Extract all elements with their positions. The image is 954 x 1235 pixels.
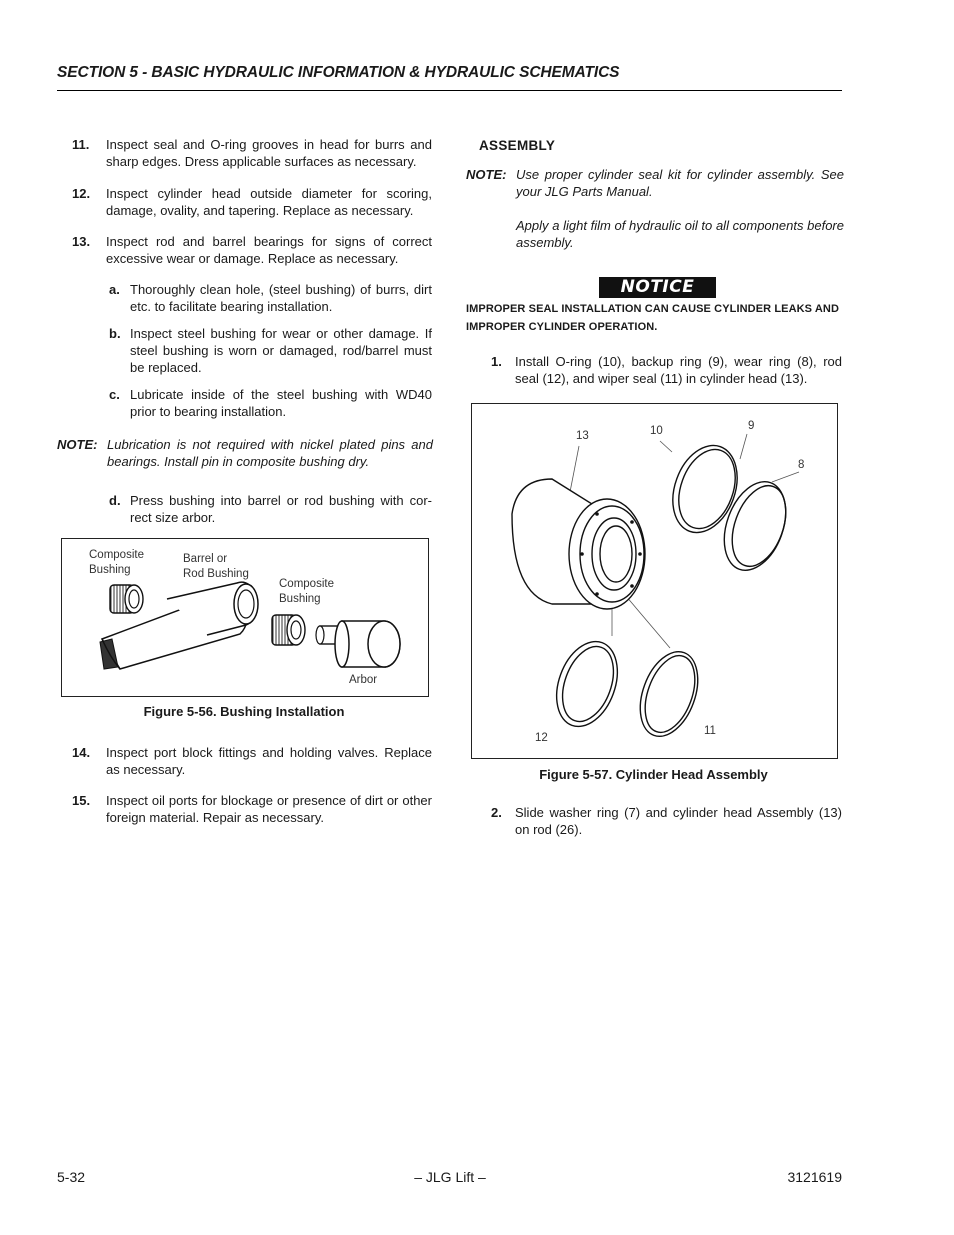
composite-bushing-left — [110, 585, 143, 613]
section-title: SECTION 5 - BASIC HYDRAULIC INFORMATION & HYDRAULIC SCHEMATICS — [57, 64, 620, 81]
step-number: 12. — [72, 186, 91, 201]
step-number: 14. — [72, 745, 91, 760]
cylinder-head-illustration — [472, 404, 837, 758]
step-text: Inspect rod and barrel bearings for signs of correct excessive wear or damage. Replace as necessary. — [106, 234, 432, 266]
note-text: Lubrication is not required with nickel plated pins and bearings. Install pin in composite bushing dry. — [107, 437, 433, 469]
wear-ring-8 — [713, 473, 797, 579]
step-number: 13. — [72, 234, 91, 249]
substep-text: Lubricate inside of the steel bushing with WD40 prior to bearing installation. — [130, 387, 432, 419]
cylinder-head-13 — [512, 479, 645, 609]
callout-12: 12 — [535, 732, 548, 744]
substep-letter: d. — [109, 493, 121, 508]
assembly-heading: ASSEMBLY — [479, 138, 556, 153]
note-text-2: Apply a light film of hydraulic oil to all components before assembly. — [516, 218, 844, 250]
step-text: Install O-ring (10), backup ring (9), wear ring (8), rod seal (12), and wiper seal (11) in cylinder head (13). — [515, 354, 842, 386]
step-number: 15. — [72, 793, 91, 808]
substep-letter: c. — [109, 387, 120, 402]
step-text: Inspect oil ports for blockage or presence of dirt or other foreign material. Repair as necessary. — [106, 793, 432, 825]
step-text: Inspect cylinder head outside diameter for scoring, damage, ovality, and tapering. Replace as necessary. — [106, 186, 432, 218]
label-composite-bushing-left: Composite Bushing — [89, 549, 144, 576]
bushing-installation-figure — [61, 538, 429, 697]
arbor-tool — [316, 621, 400, 667]
label-composite-bushing-right: Composite Bushing — [279, 578, 334, 605]
callout-10: 10 — [650, 425, 663, 437]
label-barrel-or-rod-bushing: Barrel or Rod Bushing — [183, 553, 249, 580]
notice-text: IMPROPER SEAL INSTALLATION CAN CAUSE CYLINDER LEAKS AND IMPROPER CYLINDER OPERATION. — [466, 303, 839, 333]
callout-8: 8 — [798, 459, 805, 471]
label-arbor: Arbor — [349, 674, 378, 686]
document-number: 3121619 — [787, 1169, 842, 1185]
cylinder-head-figure — [471, 403, 838, 759]
figure-56-caption: Figure 5-56. Bushing Installation — [143, 704, 345, 719]
header-divider — [57, 90, 842, 91]
substep-text: Inspect steel bushing for wear or other damage. If steel bushing is worn or damaged, rod/barrel must be replaced. — [130, 326, 432, 375]
wiper-seal-11 — [630, 644, 709, 744]
note-label: NOTE: — [466, 167, 507, 182]
rod-seal-12 — [546, 633, 629, 735]
callout-11: 11 — [704, 725, 716, 737]
step-number: 11. — [72, 137, 90, 152]
substep-text: Press bushing into barrel or rod bushing with cor-rect size arbor. — [130, 493, 432, 525]
notice-badge: NOTICE — [599, 277, 716, 298]
substep-text: Thoroughly clean hole, (steel bushing) of burrs, dirt etc. to facilitate bearing installation. — [130, 282, 432, 314]
callout-9: 9 — [748, 420, 755, 432]
callout-13: 13 — [576, 430, 589, 442]
substep-letter: a. — [109, 282, 120, 297]
step-text: Inspect seal and O-ring grooves in head for burrs and sharp edges. Dress applicable surfaces as necessary. — [106, 137, 432, 169]
step-text: Inspect port block fittings and holding valves. Replace as necessary. — [106, 745, 432, 777]
substep-letter: b. — [109, 326, 121, 341]
step-number: 2. — [491, 805, 502, 820]
note-label: NOTE: — [57, 437, 98, 452]
note-text-1: Use proper cylinder seal kit for cylinder assembly. See your JLG Parts Manual. — [516, 167, 844, 199]
o-ring-10 — [661, 436, 748, 541]
footer-center: – JLG Lift – — [414, 1169, 486, 1185]
figure-57-caption: Figure 5-57. Cylinder Head Assembly — [539, 767, 768, 782]
step-number: 1. — [491, 354, 502, 369]
page-number: 5-32 — [57, 1169, 86, 1185]
composite-bushing-right — [272, 615, 305, 645]
step-text: Slide washer ring (7) and cylinder head Assembly (13) on rod (26). — [515, 805, 842, 837]
